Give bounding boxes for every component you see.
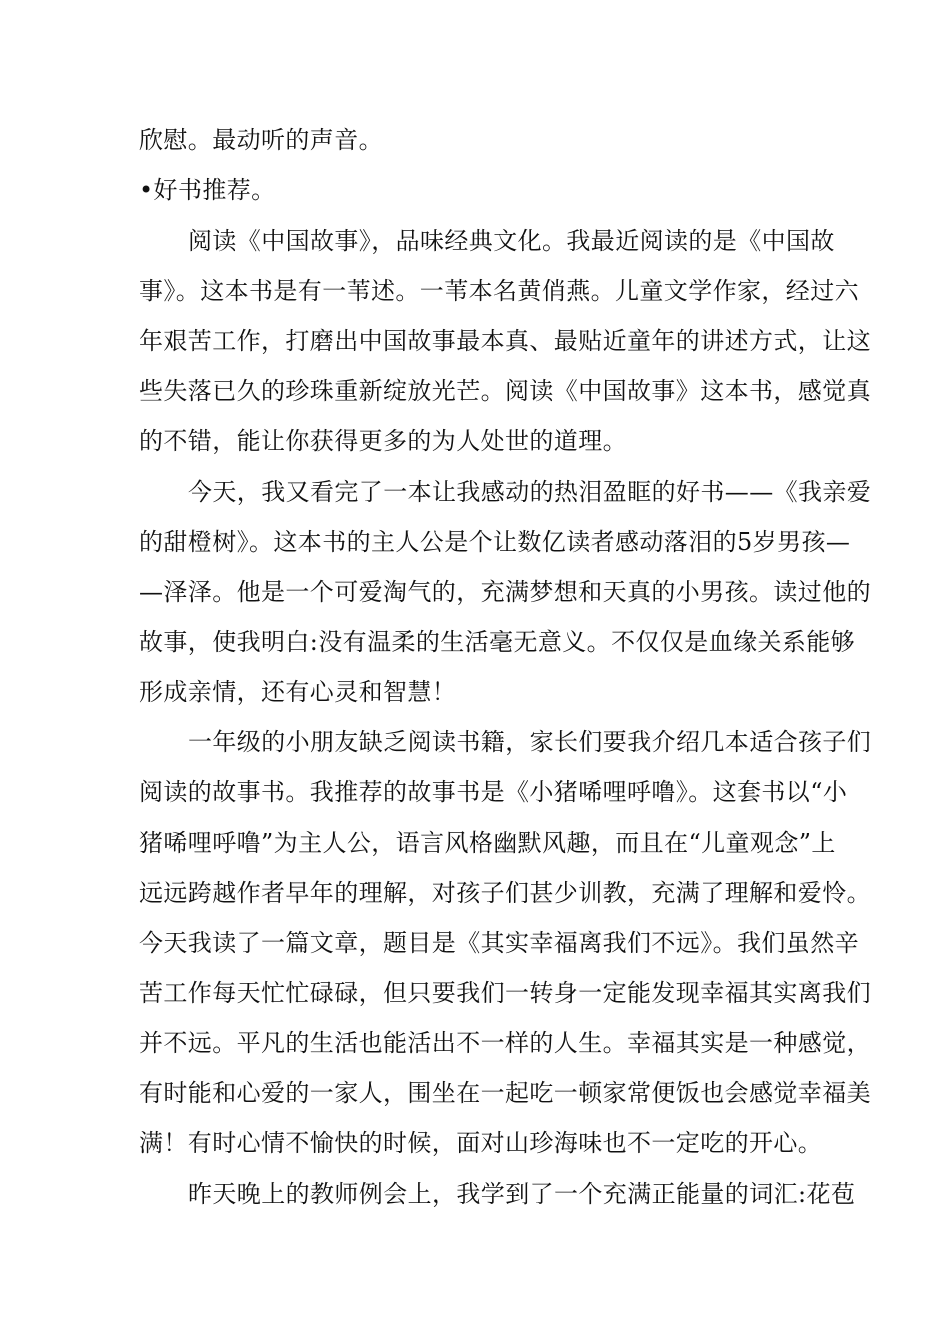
text-line: 欣慰。最动听的声音。 bbox=[139, 126, 383, 154]
text-line: 的甜橙树》。这本书的主人公是个让数亿读者感动落泪的5岁男孩— bbox=[139, 528, 851, 556]
text-line: 远远跨越作者早年的理解，对孩子们甚少训教，充满了理解和爱怜。 bbox=[139, 879, 871, 907]
text-line: 故事，使我明白:没有温柔的生活毫无意义。不仅仅是血缘关系能够 bbox=[139, 628, 856, 656]
text-line: 今天我读了一篇文章，题目是《其实幸福离我们不远》。我们虽然辛 bbox=[139, 929, 859, 957]
text-line: 形成亲情，还有心灵和智慧！ bbox=[139, 678, 457, 706]
text-line: 猪唏哩呼噜”为主人公，语言风格幽默风趣，而且在“儿童观念”上 bbox=[139, 829, 836, 857]
text-line: 年艰苦工作，打磨出中国故事最本真、最贴近童年的讲述方式，让这 bbox=[139, 327, 871, 355]
text-line: 苦工作每天忙忙碌碌，但只要我们一转身一定能发现幸福其实离我们 bbox=[139, 979, 871, 1007]
text-line: 的不错，能让你获得更多的为人处世的道理。 bbox=[139, 427, 627, 455]
text-line: —泽泽。他是一个可爱淘气的，充满梦想和天真的小男孩。读过他的 bbox=[139, 578, 871, 606]
text-line: 些失落已久的珍珠重新绽放光芒。阅读《中国故事》这本书，感觉真 bbox=[139, 377, 871, 405]
text-line: 满！有时心情不愉快的时候，面对山珍海味也不一定吃的开心。 bbox=[139, 1129, 823, 1157]
text-line: 阅读《中国故事》，品味经典文化。我最近阅读的是《中国故 bbox=[188, 227, 835, 255]
text-line: 有时能和心爱的一家人，围坐在一起吃一顿家常便饭也会感觉幸福美 bbox=[139, 1079, 871, 1107]
text-line: 今天，我又看完了一本让我感动的热泪盈眶的好书——《我亲爱 bbox=[188, 478, 872, 506]
text-line: 昨天晚上的教师例会上，我学到了一个充满正能量的词汇:花苞 bbox=[188, 1180, 856, 1208]
section-heading: •好书推荐。 bbox=[139, 176, 276, 204]
text-line: 阅读的故事书。我推荐的故事书是《小猪唏哩呼噜》。这套书以“小 bbox=[139, 778, 848, 806]
text-line: 并不远。平凡的生活也能活出不一样的人生。幸福其实是一种感觉， bbox=[139, 1029, 871, 1057]
text-line: 事》。这本书是有一苇述。一苇本名黄俏燕。儿童文学作家，经过六 bbox=[139, 277, 859, 305]
text-line: 一年级的小朋友缺乏阅读书籍，家长们要我介绍几本适合孩子们 bbox=[188, 728, 872, 756]
